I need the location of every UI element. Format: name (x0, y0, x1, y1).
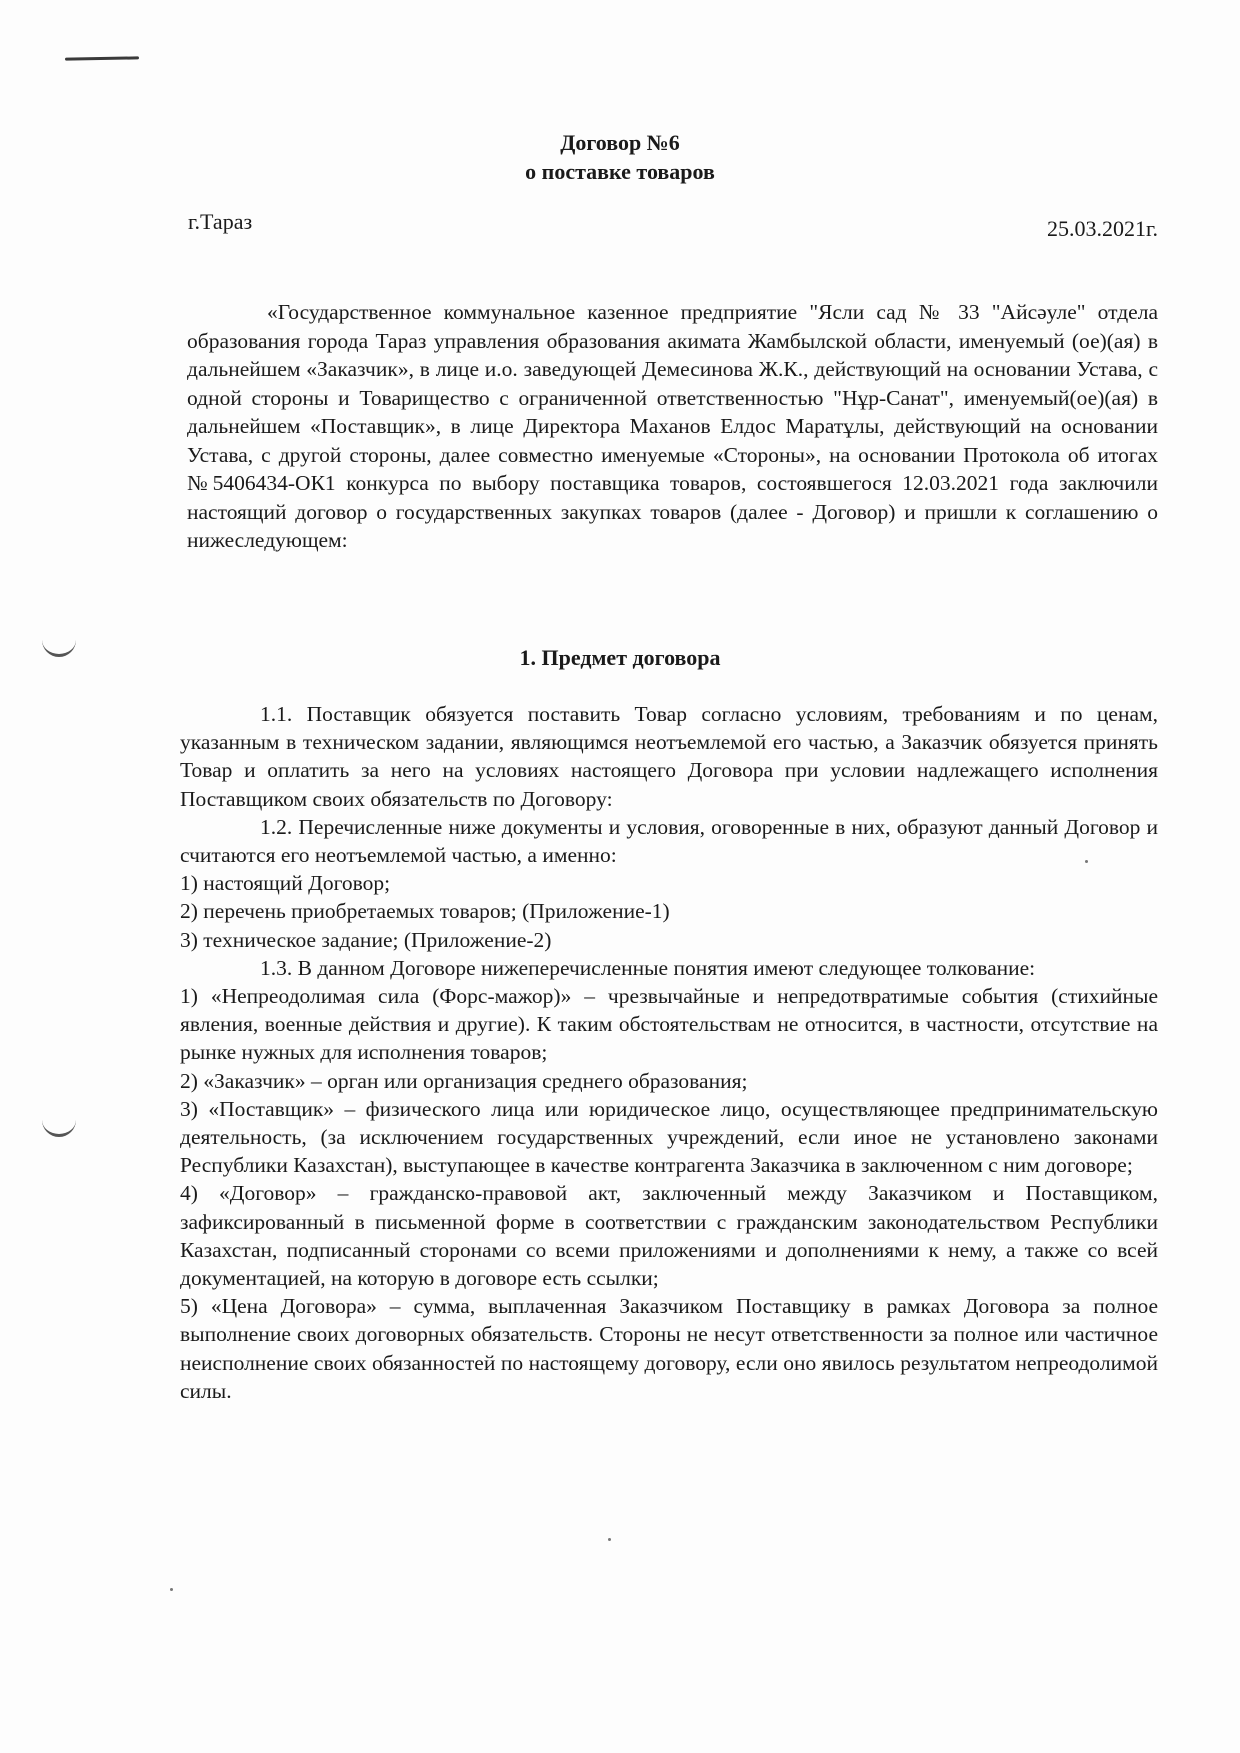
list-item: 2) перечень приобретаемых товаров; (Приложение-1) (180, 899, 670, 924)
title-line-2: о поставке товаров (525, 159, 715, 184)
list-item: 3) техническое задание; (Приложение-2) (180, 927, 552, 952)
contract-date: 25.03.2021г. (1046, 216, 1158, 241)
scan-speck (170, 1588, 173, 1591)
definition-item: 2) «Заказчик» – орган или организация среднего образования; (180, 1068, 748, 1093)
clause-1-2: 1.2. Перечисленные ниже документы и условия, оговоренные в них, образуют данный Договор и считаются его неотъемлемой частью, а именно: (180, 814, 1158, 868)
definition-item: 3) «Поставщик» – физического лица или юридическое лицо, осуществляющее предпринимательскую деятельность, (за исключением государственных учреждений, если иное не установлено законами Республики Казахстан), выступающее в качестве контрагента Заказчика в заключенном с ним договоре; (180, 1096, 1158, 1178)
city: г.Тараз (188, 209, 253, 234)
scan-speck (608, 1538, 611, 1541)
section-1-body (180, 700, 1158, 1405)
clause-1-1: 1.1. Поставщик обязуется поставить Товар согласно условиям, требованиям и по ценам, указанным в техническом задании, являющимся неотъемлемой его частью, а Заказчик обязуется принять Товар и оплатить за него на условиях настоящего Договора при условии надлежащего исполнения Поставщиком своих обязательств по Договору: (180, 702, 1158, 811)
section-title: 1. Предмет договора (519, 645, 721, 670)
definition-item: 5) «Цена Договора» – сумма, выплаченная Заказчиком Поставщику в рамках Договора за полное выполнение своих договорных обязательств. Стороны не несут ответственности за полное или частичное неисполнение своих обязанностей по настоящему договору, если оно явилось результатом непреодолимой силы. (180, 1294, 1158, 1403)
clause-1-3: 1.3. В данном Договоре нижеперечисленные понятия имеют следующее толкование: (260, 955, 1036, 980)
intro-paragraph: «Государственное коммунальное казенное предприятие "Ясли сад № 33 "Айсәуле" отдела образования города Тараз управления образования акимата Жамбылской области, именуемый (ое)(ая) в дальнейшем «Заказчик», в лице и.о. заведующей Демесинова Ж.К., действующий на основании Устава, с одной стороны и Товарищество с ограниченной ответственностью "Нұр-Санат", именуемый(ое)(ая) в дальнейшем «Поставщик», в лице Директора Маханов Елдос Маратұлы, действующий на основании Устава, с другой стороны, далее совместно именуемые «Стороны», на основании Протокола об итогах №5406434-ОК1 конкурса по выбору поставщика товаров, состоявшегося 12.03.2021 года заключили настоящий договор о государственных закупках товаров (далее - Договор) и пришли к соглашению о нижеследующем: (187, 300, 1158, 552)
list-item: 1) настоящий Договор; (180, 871, 391, 896)
scan-mark (65, 56, 139, 60)
document-title (300, 128, 940, 186)
punch-hole-mark (42, 632, 76, 657)
title-line-1: Договор №6 (560, 130, 680, 155)
definition-item: 1) «Непреодолимая сила (Форс-мажор)» – чрезвычайные и непредотвратимые события (стихийные явления, военные действия и другие). К таким обстоятельствам не относится, в частности, отсутствие на рынке нужных для исполнения товаров; (180, 984, 1158, 1065)
punch-hole-mark (42, 1112, 76, 1137)
definition-item: 4) «Договор» – гражданско-правовой акт, заключенный между Заказчиком и Поставщиком, зафиксированный в письменной форме в соответствии с гражданским законодательством Республики Казахстан, подписанный сторонами со всеми приложениями и дополнениями к нему, а также со всей документацией, на которую в договоре есть ссылки; (180, 1181, 1158, 1291)
